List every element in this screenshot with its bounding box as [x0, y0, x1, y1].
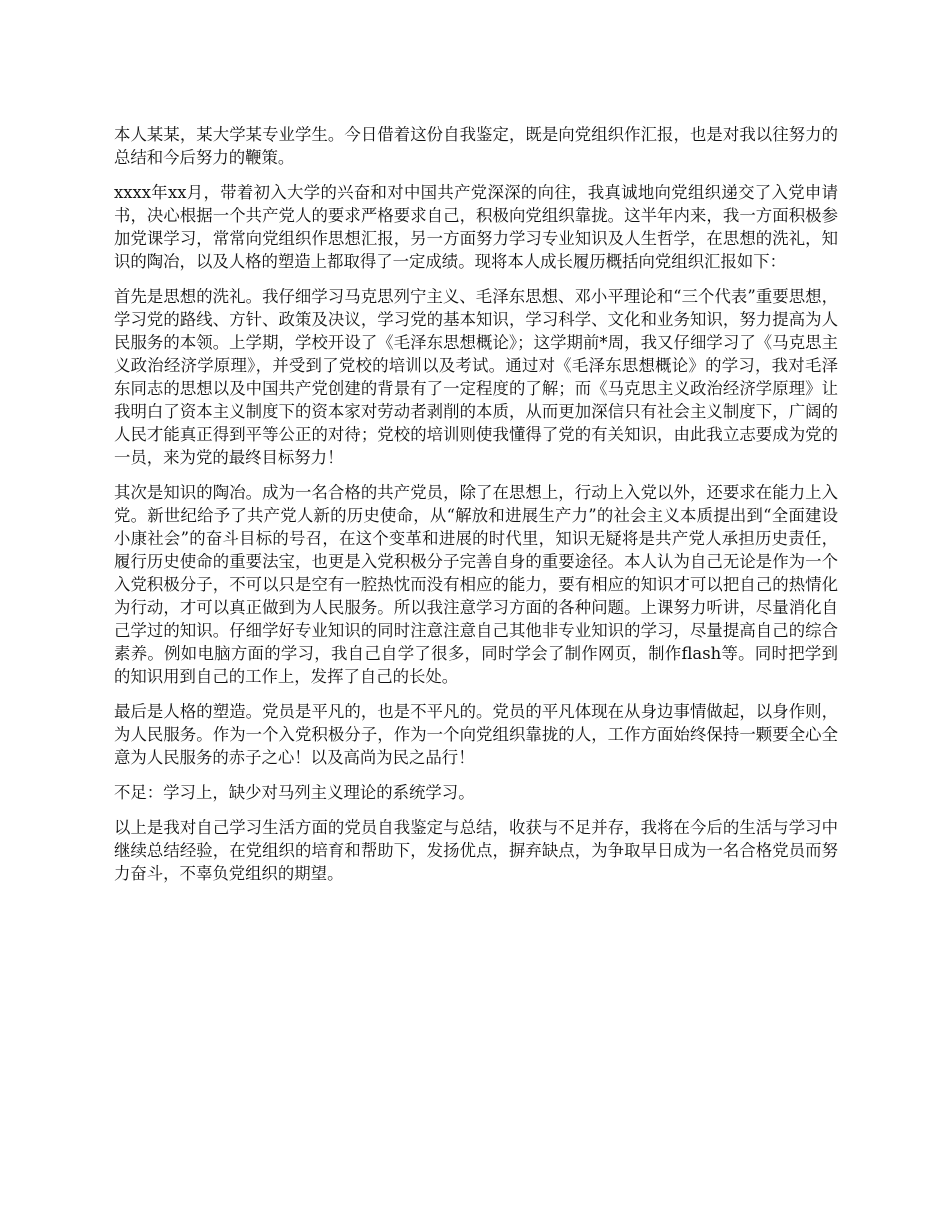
paragraph-shortcoming: 不足：学习上，缺少对马列主义理论的系统学习。 — [114, 783, 475, 802]
paragraph-intro: 本人某某，某大学某专业学生。今日借着这份自我鉴定，既是向党组织作汇报，也是对我以往努力的总结和今后努力的鞭策。 — [114, 125, 838, 167]
paragraph-application: xxxx年xx月，带着初入大学的兴奋和对中国共产党深深的向往，我真诚地向党组织递交了入党申请书，决心根据一个共产党人的要求严格要求自己，积极向党组织靠拢。这半年内来，我一方面积极参加党课学习，常常向党组织作思想汇报，另一方面努力学习专业知识及人生哲学，在思想的洗礼，知识的陶冶，以及人格的塑造上都取得了一定成绩。现将本人成长履历概括向党组织汇报如下： — [114, 183, 838, 271]
paragraph-character: 最后是人格的塑造。党员是平凡的，也是不平凡的。党员的平凡体现在从身边事情做起，以身作则，为人民服务。作为一个入党积极分子，作为一个向党组织靠拢的人，工作方面始终保持一颗要全心全意为人民服务的赤子之心！以及高尚为民之品行！ — [114, 702, 838, 767]
paragraph-conclusion: 以上是我对自己学习生活方面的党员自我鉴定与总结，收获与不足并存，我将在今后的生活与学习中继续总结经验，在党组织的培育和帮助下，发扬优点，摒弃缺点，为争取早日成为一名合格党员而努力奋斗，不辜负党组织的期望。 — [114, 818, 838, 883]
paragraph-thought: 首先是思想的洗礼。我仔细学习马克思列宁主义、毛泽东思想、邓小平理论和“三个代表”重要思想，学习党的路线、方针、政策及决议，学习党的基本知识，学习科学、文化和业务知识，努力提高为人民服务的本领。上学期，学校开设了《毛泽东思想概论》；这学期前*周，我又仔细学习了《马克思主义政治经济学原理》，并受到了党校的培训以及考试。通过对《毛泽东思想概论》的学习，我对毛泽东同志的思想以及中国共产党创建的背景有了一定程度的了解；而《马克思主义政治经济学原理》让我明白了资本主义制度下的资本家对劳动者剥削的本质，从而更加深信只有社会主义制度下，广阔的人民才能真正得到平等公正的对待；党校的培训则使我懂得了党的有关知识，由此我立志要成为党的一员，来为党的最终目标努力！ — [114, 287, 838, 467]
document-body — [114, 123, 838, 897]
paragraph-knowledge: 其次是知识的陶冶。成为一名合格的共产党员，除了在思想上，行动上入党以外，还要求在能力上入党。新世纪给予了共产党人新的历史使命，从“解放和进展生产力”的社会主义本质提出到“全面建设小康社会”的奋斗目标的号召，在这个变革和进展的时代里，知识无疑将是共产党人承担历史责任，履行历史使命的重要法宝，也更是入党积极分子完善自身的重要途径。本人认为自己无论是作为一个入党积极分子，不可以只是空有一腔热忱而没有相应的能力，要有相应的知识才可以把自己的热情化为行动，才可以真正做到为人民服务。所以我注意学习方面的各种问题。上课努力听讲，尽量消化自己学过的知识。仔细学好专业知识的同时注意注意自己其他非专业知识的学习，尽量提高自己的综合素养。例如电脑方面的学习，我自己自学了很多，同时学会了制作网页，制作flash等。同时把学到的知识用到自己的工作上，发挥了自己的长处。 — [114, 483, 838, 686]
